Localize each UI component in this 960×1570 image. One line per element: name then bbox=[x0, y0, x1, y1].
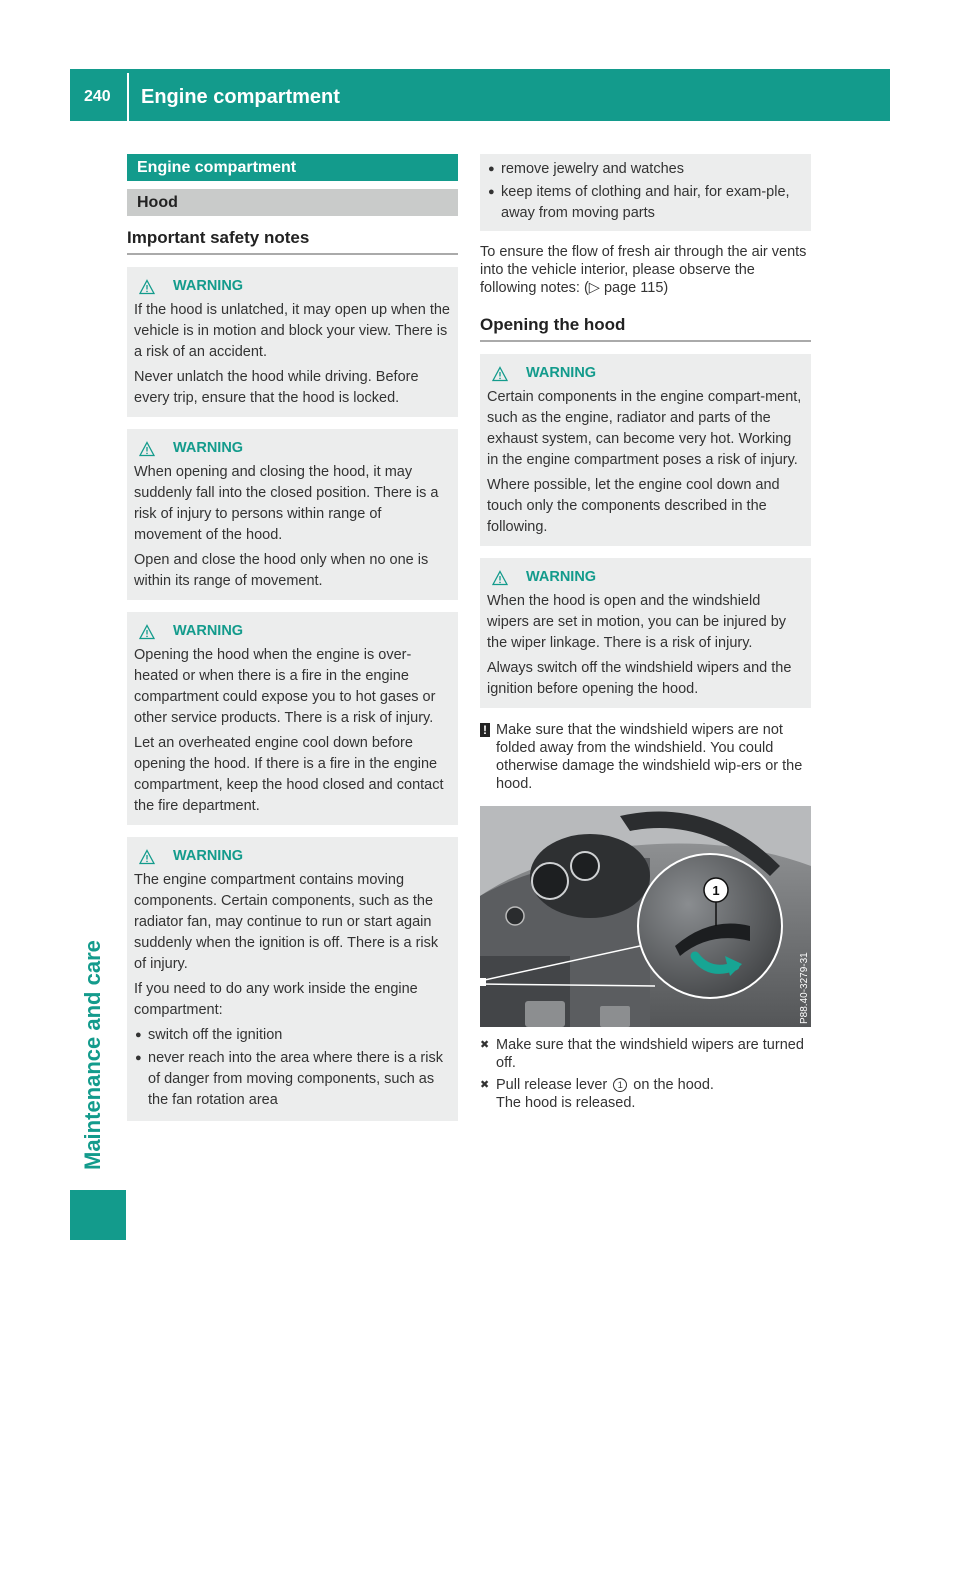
side-tab-label-wrap bbox=[80, 940, 114, 1570]
warning-header bbox=[487, 363, 804, 384]
warning-triangle-icon bbox=[139, 624, 155, 640]
bullet-icon: ● bbox=[135, 1052, 142, 1064]
step-item bbox=[480, 1036, 811, 1072]
step-text: Pull release lever bbox=[496, 1077, 608, 1093]
step-text: on the hood. bbox=[633, 1077, 714, 1093]
warning-label: WARNING bbox=[173, 278, 244, 294]
warning-label: WARNING bbox=[173, 440, 244, 456]
callout-marker-icon: 1 bbox=[613, 1078, 627, 1092]
warning-triangle-icon bbox=[139, 849, 155, 865]
step-item bbox=[480, 1076, 811, 1112]
step-text: Make sure that the windshield wipers are turned off. bbox=[496, 1037, 804, 1071]
header-divider bbox=[127, 73, 129, 121]
warning-box bbox=[480, 558, 811, 708]
page-title: Engine compartment bbox=[141, 86, 340, 108]
photo-callout: 1 bbox=[712, 883, 720, 898]
bullet-list bbox=[487, 159, 804, 224]
caution-note bbox=[480, 721, 811, 793]
page-number: 240 bbox=[84, 88, 111, 105]
step-arrow-icon: ✖ bbox=[480, 1039, 490, 1051]
warning-triangle-icon bbox=[492, 570, 508, 586]
warning-triangle-icon bbox=[139, 279, 155, 295]
warning-header bbox=[134, 621, 451, 642]
warning-text: When opening and closing the hood, it may suddenly fall into the closed position. There is a risk of injury to persons within range of movement of the hood. bbox=[134, 464, 439, 543]
list-item: ● remove jewelry and watches bbox=[487, 159, 804, 180]
photo-code: P88.40-3279-31 bbox=[799, 952, 810, 1024]
warning-text: When the hood is open and the windshield wipers are set in motion, you can be injured by the wiper linkage. There is a risk of injury. bbox=[487, 593, 787, 651]
warning-box bbox=[127, 612, 458, 825]
warning-text: Certain components in the engine compart-ment, such as the engine, radiator and parts of the exhaust system, can become very hot. Working in the engine compartment poses a risk of injury. bbox=[487, 389, 802, 468]
bullet-icon: ● bbox=[488, 163, 495, 175]
bullet-icon: ● bbox=[488, 186, 495, 198]
section-title: Engine compartment bbox=[127, 154, 458, 181]
right-column bbox=[480, 154, 811, 1112]
warning-box-continued bbox=[480, 154, 811, 231]
warning-label: WARNING bbox=[526, 365, 597, 381]
left-column bbox=[127, 154, 458, 1121]
step-arrow-icon: ✖ bbox=[480, 1079, 490, 1091]
warning-triangle-icon bbox=[492, 366, 508, 382]
heading-opening-hood: Opening the hood bbox=[480, 315, 811, 342]
warning-triangle-icon bbox=[139, 441, 155, 457]
warning-text: Open and close the hood only when no one is within its range of movement. bbox=[134, 552, 429, 589]
hood-release-illustration bbox=[480, 806, 811, 1027]
exclamation-icon: ! bbox=[480, 723, 490, 737]
heading-safety-notes: Important safety notes bbox=[127, 228, 458, 255]
caution-note-text: Make sure that the windshield wipers are not folded away from the windshield. You could otherwise damage the windshield wip-ers or the hood. bbox=[496, 722, 803, 792]
warning-text: Let an overheated engine cool down before opening the hood. If there is a fire in the engine compartment, keep the hood closed and contact the fire department. bbox=[134, 735, 444, 814]
warning-label: WARNING bbox=[526, 569, 597, 585]
bullet-icon: ● bbox=[135, 1029, 142, 1041]
list-item: ● never reach into the area where there is a risk of danger from moving components, such as the fan rotation area bbox=[135, 1050, 443, 1108]
warning-text: Where possible, let the engine cool down and touch only the components described in the following. bbox=[487, 477, 780, 535]
warning-text: If the hood is unlatched, it may open up when the vehicle is in motion and block your view. There is a risk of an accident. bbox=[134, 302, 450, 360]
warning-header bbox=[134, 438, 451, 459]
hood-release-photo bbox=[480, 806, 811, 1027]
warning-text: If you need to do any work inside the engine compartment: bbox=[134, 981, 418, 1018]
warning-header bbox=[134, 276, 451, 297]
step-result: The hood is released. bbox=[496, 1095, 636, 1111]
warning-text: Always switch off the windshield wipers and the ignition before opening the hood. bbox=[487, 660, 792, 697]
list-item: ● switch off the ignition bbox=[134, 1025, 451, 1046]
warning-text: Never unlatch the hood while driving. Before every trip, ensure that the hood is locked. bbox=[134, 369, 419, 406]
warning-box bbox=[480, 354, 811, 546]
air-vent-note: To ensure the flow of fresh air through the air vents into the vehicle interior, please observe the following notes: (▷ page 115) bbox=[480, 244, 807, 296]
warning-box bbox=[127, 267, 458, 417]
warning-header bbox=[487, 567, 804, 588]
warning-text: Opening the hood when the engine is over-heated or when there is a fire in the engine compartment could expose you to hot gases or other service products. There is a risk of injury. bbox=[134, 647, 436, 726]
list-item: ● keep items of clothing and hair, for exam-ple, away from moving parts bbox=[488, 184, 790, 221]
warning-label: WARNING bbox=[173, 848, 244, 864]
subsection-title: Hood bbox=[127, 189, 458, 216]
warning-box bbox=[127, 429, 458, 600]
warning-text: The engine compartment contains moving components. Certain components, such as the radiator fan, may continue to run or start again suddenly when the ignition is off. There is a risk of injury. bbox=[134, 872, 439, 972]
bullet-list bbox=[134, 1025, 451, 1111]
side-tab-label: Maintenance and care bbox=[80, 940, 105, 1170]
warning-label: WARNING bbox=[173, 623, 244, 639]
warning-header bbox=[134, 846, 451, 867]
warning-box bbox=[127, 837, 458, 1121]
